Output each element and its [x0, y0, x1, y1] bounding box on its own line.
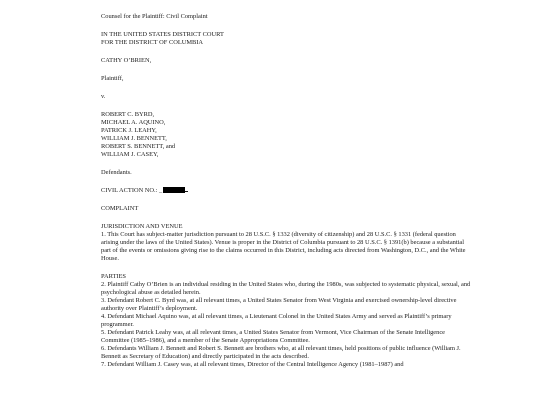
defendant-name: WILLIAM J. BENNETT,: [101, 135, 167, 142]
defendant-name: WILLIAM J. CASEY,: [101, 151, 159, 158]
plaintiff-name: CATHY O’BRIEN,: [101, 57, 152, 64]
redaction-bar: [163, 187, 185, 193]
party-paragraph: 3. Defendant Robert C. Byrd was, at all relevant times, a United States Senator from West Virginia and exercised ownership-level directive authority over Plaintiff’s deployment.: [101, 297, 457, 312]
court-name-line-1: IN THE UNITED STATES DISTRICT COURT: [101, 31, 224, 38]
versus-label: v.: [101, 93, 106, 100]
document-header: Counsel for the Plaintiff: Civil Complaint: [101, 13, 208, 20]
defendants-label: Defendants.: [101, 169, 132, 176]
party-paragraph: 4. Defendant Michael Aquino was, at all relevant times, a Lieutenant Colonel in the United States Army and served as Plaintiff’s primary programmer.: [101, 313, 452, 328]
defendant-name: ROBERT C. BYRD,: [101, 111, 155, 118]
underline-blank: [185, 186, 188, 192]
parties-heading: PARTIES: [101, 273, 126, 280]
court-name-line-2: FOR THE DISTRICT OF COLUMBIA: [101, 39, 204, 46]
civil-action-label: CIVIL ACTION NO.: _: [101, 187, 163, 194]
party-paragraph: 6. Defendants William J. Bennett and Robert S. Bennett are brothers who, at all relevant times, held positions of public influence (William J. Bennett as Secretary of Education) and directly participated in the acts described.: [101, 345, 461, 360]
defendant-name: PATRICK J. LEAHY,: [101, 127, 157, 134]
complaint-document: [101, 13, 501, 369]
civil-action-line: [101, 186, 501, 195]
jurisdiction-paragraph: 1. This Court has subject-matter jurisdiction pursuant to 28 U.S.C. § 1332 (diversity of citizenship) and 28 U.S.C. § 1331 (federal question arising under the laws of the United States). Venue is proper in the District of Columbia pursuant to 28 U.S.C. § 1391(b) because a substantial part of the events or omissions giving rise to the claims occurred in this District, including acts directed from Washington, D.C., and the White House.: [101, 231, 466, 262]
party-paragraph: 7. Defendant William J. Casey was, at all relevant times, Director of the Central Intelligence Agency (1981–1987) and: [101, 361, 404, 368]
party-paragraph: 2. Plaintiff Cathy O’Brien is an individual residing in the United States who, during the 1980s, was subjected to systematic physical, sexual, and psychological abuse as detailed herein.: [101, 281, 471, 296]
defendant-name: ROBERT S. BENNETT, and: [101, 143, 176, 150]
plaintiff-label: Plaintiff,: [101, 75, 124, 82]
party-paragraph: 5. Defendant Patrick Leahy was, at all relevant times, a United States Senator from Vermont, Vice Chairman of the Senate Intelligence Committee (1985–1986), and a member of the Senate Appropriations Committee.: [101, 329, 446, 344]
complaint-title: COMPLAINT: [101, 205, 139, 212]
defendant-name: MICHAEL A. AQUINO,: [101, 119, 166, 126]
jurisdiction-heading: JURISDICTION AND VENUE: [101, 223, 183, 230]
